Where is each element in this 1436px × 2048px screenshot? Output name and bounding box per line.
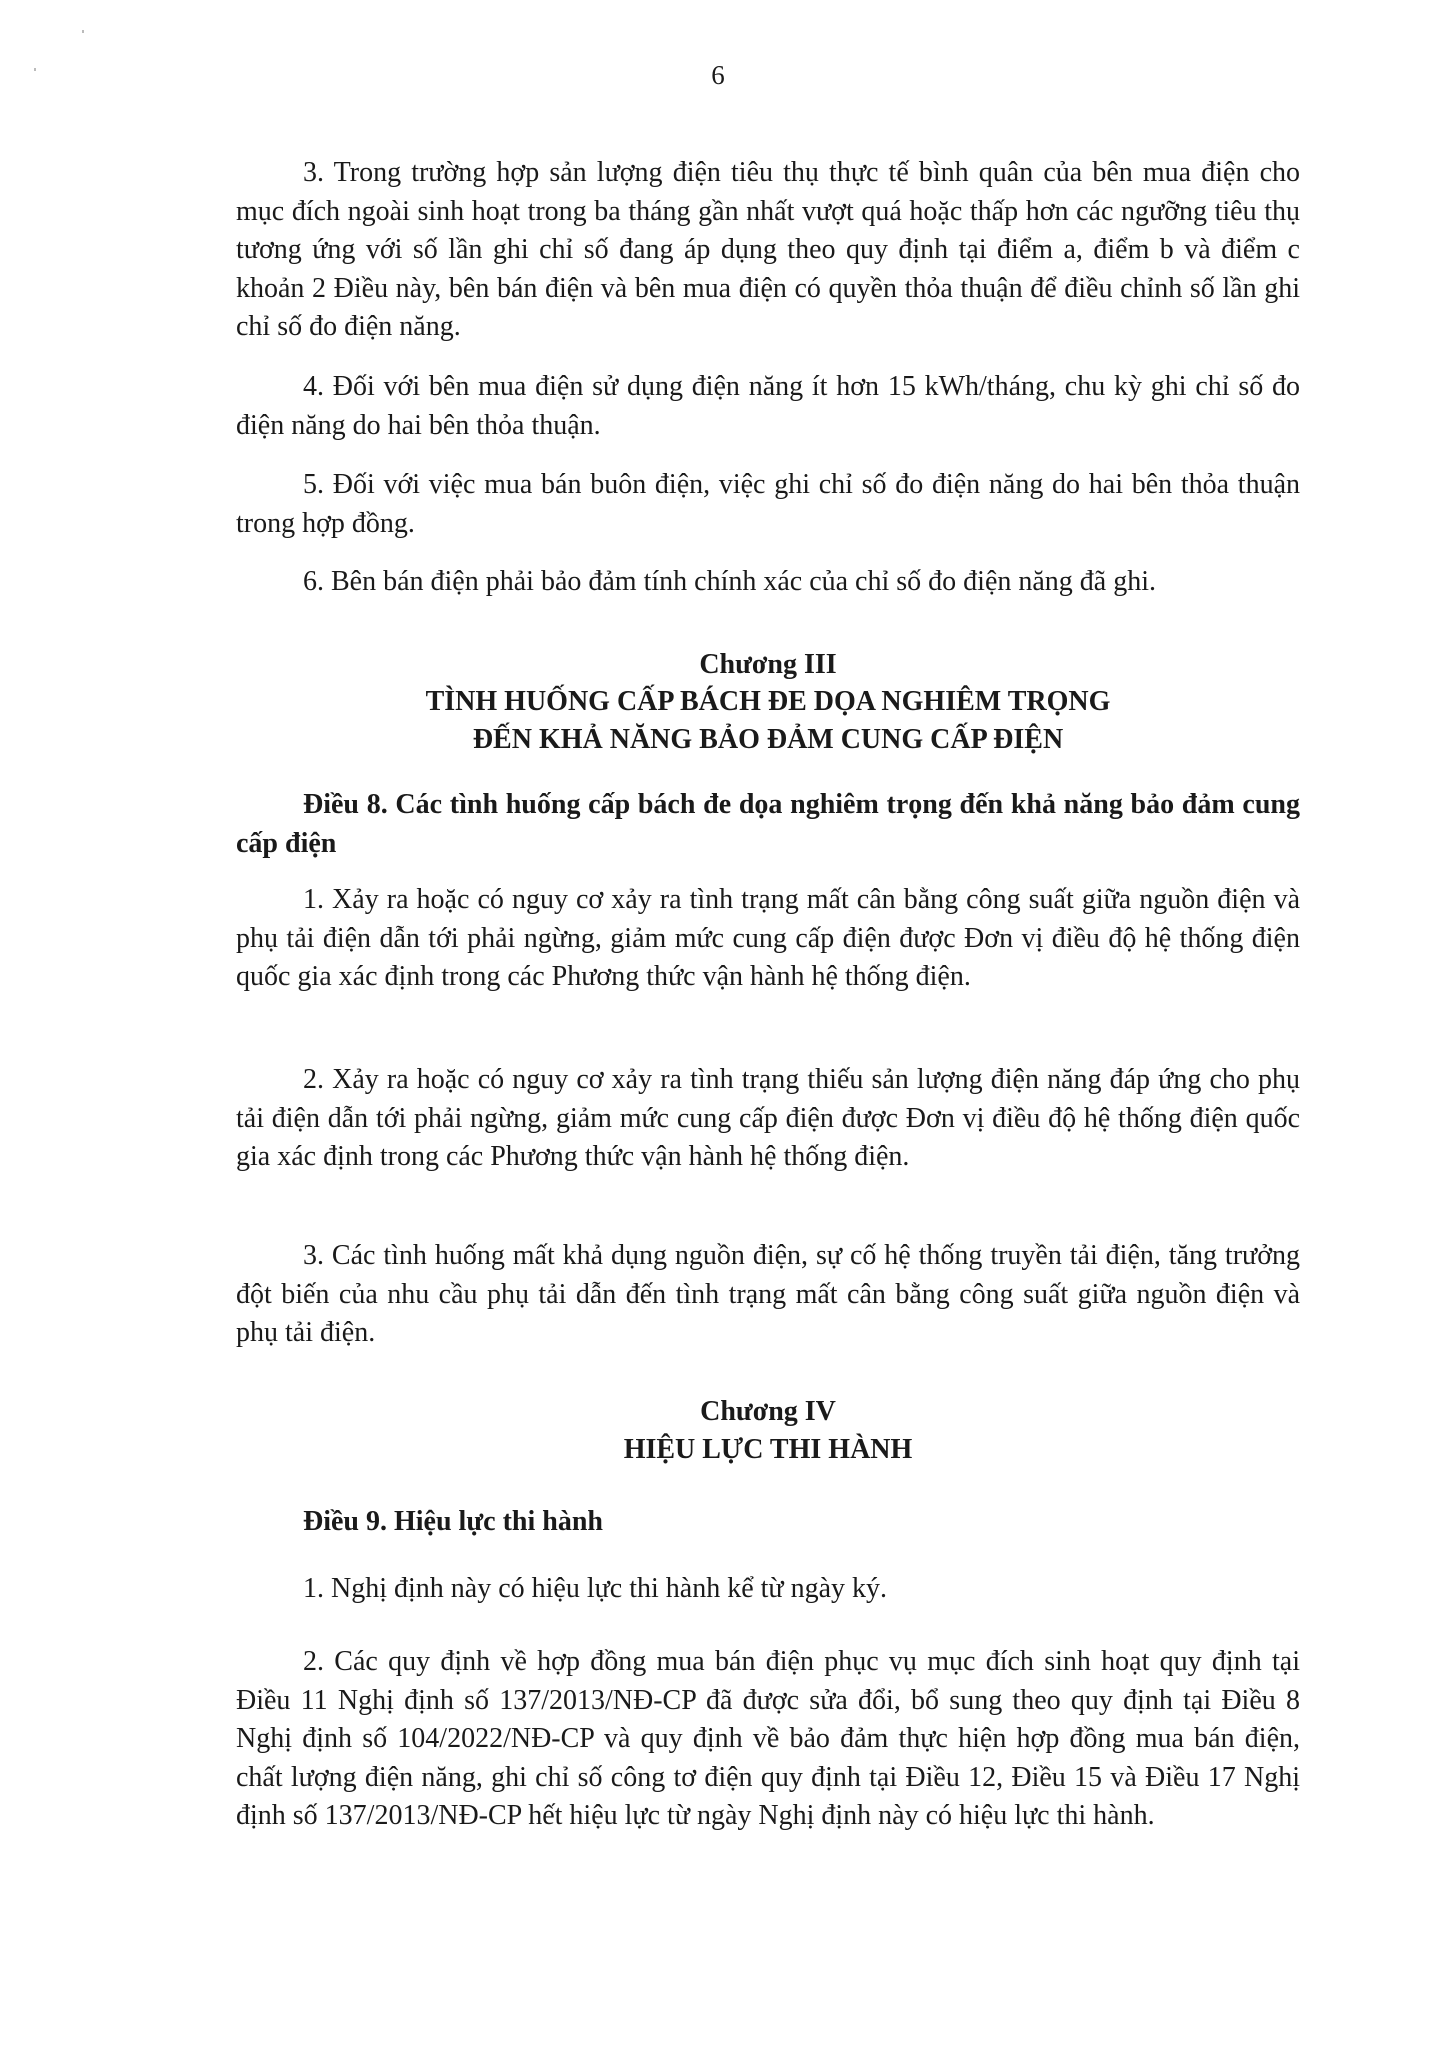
article9-item-2: 2. Các quy định về hợp đồng mua bán điện phục vụ mục đích sinh hoạt quy định tại Điều 11 Nghị định số 137/2013/NĐ-CP đã được sửa đổi, bổ sung theo quy định tại Điều 8 Nghị định số 104/2022/NĐ-CP và quy định về bảo đảm thực hiện hợp đồng mua bán điện, chất lượng điện năng, ghi chỉ số công tơ điện quy định tại Điều 12, Điều 15 và Điều 17 Nghị định số 137/2013/NĐ-CP hết hiệu lực từ ngày Nghị định này có hiệu lực thi hành. — [236, 1646, 1300, 1832]
article8-item-3: 3. Các tình huống mất khả dụng nguồn điện, sự cố hệ thống truyền tải điện, tăng trưởng đột biến của nhu cầu phụ tải dẫn đến tình trạng mất cân bằng công suất giữa nguồn điện và phụ tải điện. — [236, 1240, 1300, 1349]
chapter3-label: Chương III — [699, 649, 837, 680]
chapter4-title: HIỆU LỰC THI HÀNH — [623, 1434, 913, 1465]
article9-heading: Điều 9. Hiệu lực thi hành — [303, 1506, 603, 1537]
article8-item-2: 2. Xảy ra hoặc có nguy cơ xảy ra tình trạng thiếu sản lượng điện năng đáp ứng cho phụ tải điện dẫn tới phải ngừng, giảm mức cung cấp điện được Đơn vị điều độ hệ thống điện quốc gia xác định trong các Phương thức vận hành hệ thống điện. — [236, 1064, 1300, 1173]
article7-item-6: 6. Bên bán điện phải bảo đảm tính chính xác của chỉ số đo điện năng đã ghi. — [303, 566, 1157, 597]
chapter3-title-line2: ĐẾN KHẢ NĂNG BẢO ĐẢM CUNG CẤP ĐIỆN — [472, 724, 1064, 755]
page-number: 6 — [711, 60, 725, 90]
article7-item-5: 5. Đối với việc mua bán buôn điện, việc ghi chỉ số đo điện năng do hai bên thỏa thuận trong hợp đồng. — [236, 469, 1300, 539]
chapter3-title-line1: TÌNH HUỐNG CẤP BÁCH ĐE DỌA NGHIÊM TRỌNG — [425, 686, 1111, 717]
article8-item-1: 1. Xảy ra hoặc có nguy cơ xảy ra tình trạng mất cân bằng công suất giữa nguồn điện và phụ tải điện dẫn tới phải ngừng, giảm mức cung cấp điện được Đơn vị điều độ hệ thống điện quốc gia xác định trong các Phương thức vận hành hệ thống điện. — [236, 884, 1300, 993]
chapter4-label: Chương IV — [700, 1396, 836, 1427]
scan-speck — [82, 30, 84, 33]
article7-item-3: 3. Trong trường hợp sản lượng điện tiêu thụ thực tế bình quân của bên mua điện cho mục đích ngoài sinh hoạt trong ba tháng gần nhất vượt quá hoặc thấp hơn các ngưỡng tiêu thụ tương ứng với số lần ghi chỉ số đang áp dụng theo quy định tại điểm a, điểm b và điểm c khoản 2 Điều này, bên bán điện và bên mua điện có quyền thỏa thuận để điều chỉnh số lần ghi chỉ số đo điện năng. — [236, 157, 1300, 343]
article9-item-1: 1. Nghị định này có hiệu lực thi hành kể từ ngày ký. — [303, 1573, 888, 1604]
article7-item-4: 4. Đối với bên mua điện sử dụng điện năng ít hơn 15 kWh/tháng, chu kỳ ghi chỉ số đo điện năng do hai bên thỏa thuận. — [236, 371, 1300, 441]
article8-heading: Điều 8. Các tình huống cấp bách đe dọa nghiêm trọng đến khả năng bảo đảm cung cấp điện — [236, 789, 1300, 859]
